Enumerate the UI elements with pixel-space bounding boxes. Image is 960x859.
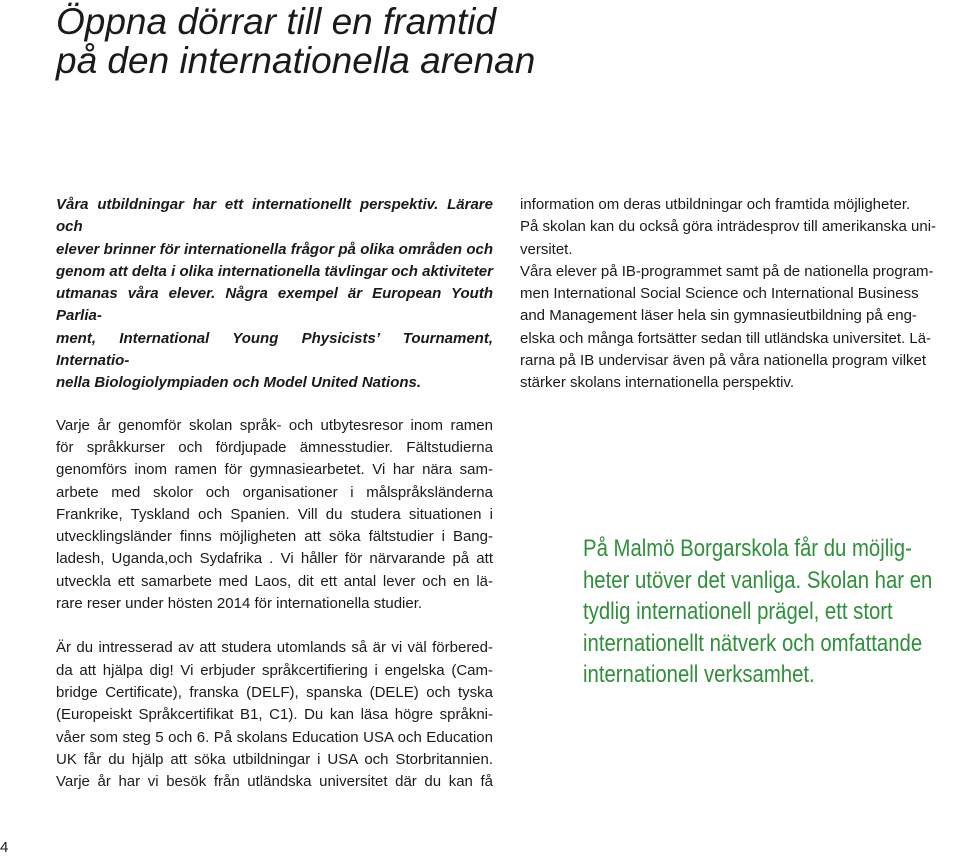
- pull-quote: [583, 533, 933, 691]
- text-line: för språkkurser och fördjupade ämnesstudier. Fältstudierna: [56, 438, 493, 456]
- text-line: nella Biologiolympiaden och Model United Nations.: [56, 374, 422, 392]
- text-line: versitet.: [520, 240, 573, 258]
- text-line: da att hjälpa dig! Vi erbjuder språkcertifiering i engelska (Cam-: [56, 661, 493, 679]
- text-line: utvecklingsländer finns möjligheten att söka fältstudier i Bang-: [56, 528, 493, 546]
- paragraph-studies-abroad: [56, 637, 493, 793]
- pull-quote-line: internationellt nätverk och omfattande: [583, 629, 923, 657]
- page-title: [56, 2, 535, 80]
- left-column: [56, 194, 493, 793]
- text-line: ladesh, Uganda,och Sydafrika . Vi håller för närvarande på att: [56, 550, 493, 568]
- text-line: information om deras utbildningar och framtida möjligheter.: [520, 196, 911, 213]
- pull-quote-line: heter utöver det vanliga. Skolan har en: [583, 566, 933, 594]
- text-line: Våra elever på IB-programmet samt på de nationella program-: [520, 262, 934, 280]
- text-line: Varje år genomför skolan språk- och utbytesresor inom ramen: [56, 416, 493, 434]
- text-line: Frankrike, Tyskland och Spanien. Vill du studera situationen i: [56, 505, 493, 523]
- text-line: Är du intresserad av att studera utomlands så är vi väl förbered-: [56, 639, 493, 657]
- text-line: Varje år har vi besök från utländska universitet där du kan få: [56, 773, 493, 791]
- title-line-1: Öppna dörrar till en framtid: [56, 1, 497, 42]
- pull-quote-line: tydlig internationell prägel, ett stort: [583, 598, 893, 625]
- text-line: genomförs inom ramen för gymnasiearbetet. Vi har nära sam-: [56, 461, 493, 479]
- text-line: arbete med skolor och organisationer i målspråksländerna: [56, 483, 493, 501]
- text-line: utmanas våra elever. Några exempel är European Youth Parlia-: [56, 285, 493, 325]
- page-number: 4: [0, 839, 9, 856]
- text-line: utveckla ett samarbete med Laos, dit ett antal lever och en lä-: [56, 572, 493, 590]
- text-line: elever brinner för internationella frågor på olika områden och: [56, 240, 493, 258]
- title-line-2: på den internationella arenan: [56, 40, 536, 81]
- text-line: våer som steg 5 och 6. På skolans Education USA och Education: [56, 728, 493, 746]
- text-line: Våra utbildningar har ett internationellt perspektiv. Lärare och: [56, 196, 493, 236]
- text-line: På skolan kan du också göra inträdesprov till amerikanska uni-: [520, 218, 937, 236]
- text-line: rarna på IB undervisar även på våra nationella program vilket: [520, 352, 927, 370]
- text-line: bridge Certificate), franska (DELF), spanska (DELE) och tyska: [56, 683, 493, 701]
- intro-paragraph: [56, 194, 493, 395]
- text-line: and Management läser hela sin gymnasieutbildning på eng-: [520, 307, 917, 325]
- right-column: [520, 194, 960, 395]
- paragraph-exchange: [56, 415, 493, 616]
- text-line: men International Social Science och International Business: [520, 285, 919, 303]
- text-line: rare reser under hösten 2014 för internationella studier.: [56, 595, 423, 613]
- text-line: stärker skolans internationella perspektiv.: [520, 374, 795, 392]
- pull-quote-line: internationell verksamhet.: [583, 661, 815, 688]
- paragraph-continued: [520, 194, 960, 395]
- text-line: (Europeiskt Språkcertifikat B1, C1). Du kan läsa högre språkni-: [56, 706, 493, 724]
- text-line: UK får du hjälp att söka utbildningar i USA och Storbritannien.: [56, 750, 493, 768]
- pull-quote-line: På Malmö Borgarskola får du möjlig-: [583, 535, 912, 562]
- text-line: genom att delta i olika internationella tävlingar och aktiviteter: [56, 262, 493, 280]
- text-line: elska och många fortsätter sedan till utländska universitet. Lä-: [520, 329, 932, 347]
- text-line: ment, International Young Physicists’ Tournament, Internatio-: [56, 329, 493, 370]
